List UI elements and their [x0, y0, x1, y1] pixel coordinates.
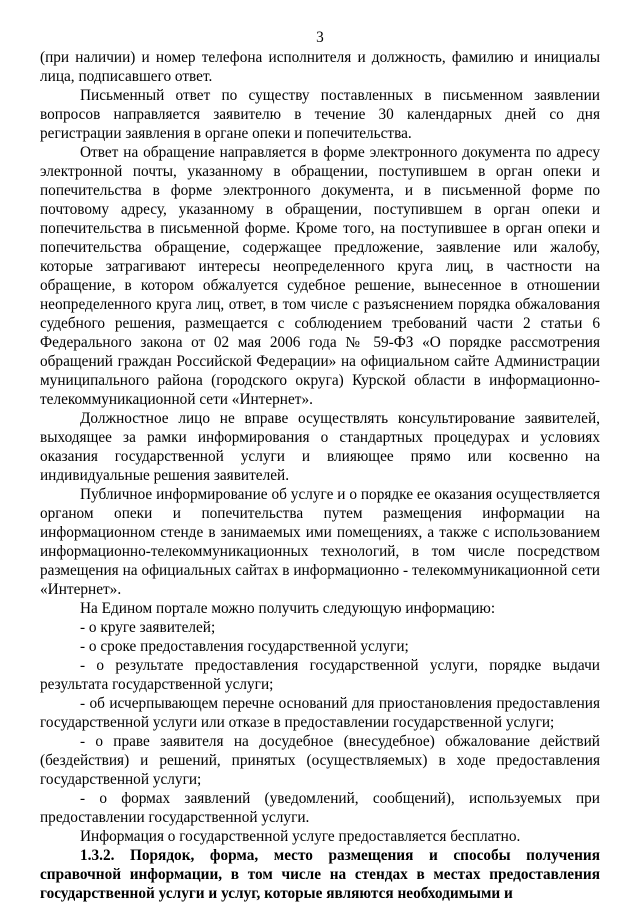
paragraph: Публичное информирование об услуге и о порядке ее оказания осуществляется органом опеки и попечительства путем размещения информации на информационном стенде в занимаемых ими помещениях, а также с использованием информационно-телекоммуникационных технологий, в том числе посредством размещения на официальных сайтах в информационно - телекоммуникационной сети «Интернет». — [40, 486, 600, 598]
list-item: - о формах заявлений (уведомлений, сообщений), используемых при предоставлении государственной услуги. — [40, 790, 600, 826]
paragraph: На Едином портале можно получить следующую информацию: — [80, 600, 496, 617]
paragraph: Письменный ответ по существу поставленных в письменном заявлении вопросов направляется заявителю в течение 30 календарных дней со дня регистрации заявления в органе опеки и попечительства. — [40, 87, 600, 142]
paragraph: Ответ на обращение направляется в форме электронного документа по адресу электронной почты, указанному в обращении, поступившем в орган опеки и попечительства в форме электронного документа, и в письменной форме по почтовому адресу, указанному в обращении, поступившем в орган опеки и попечительства в письменной форме. Кроме того, на поступившее в орган опеки и попечительства обращение, содержащее предложение, заявление или жалобу, которые затрагивают интересы неопределенного круга лиц, в частности на обращение, в котором обжалуется судебное решение, вынесенное в отношении неопределенного круга лиц, ответ, в том числе с разъяснением порядка обжалования судебного решения, размещается с соблюдением требований части 2 статьи 6 Федерального закона от 02 мая 2006 года № 59-ФЗ «О порядке рассмотрения обращений граждан Российской Федерации» на официальном сайте Администрации муниципального района (городского округа) Курской области в информационно-телекоммуникационной сети «Интернет». — [40, 144, 600, 408]
page-number: 3 — [316, 29, 324, 46]
paragraph: Информация о государственной услуге предоставляется бесплатно. — [80, 828, 521, 845]
list-item: - о праве заявителя на досудебное (внесудебное) обжалование действий (бездействия) и решений, принятых (осуществляемых) в ходе предоставления государственной услуги; — [40, 733, 600, 788]
paragraph: Должностное лицо не вправе осуществлять консультирование заявителей, выходящее за рамки информирования о стандартных процедурах и условиях оказания государственной услуги и влияющее прямо или косвенно на индивидуальные решения заявителей. — [40, 410, 600, 484]
list-item: - о круге заявителей; — [80, 619, 216, 636]
list-item: - об исчерпывающем перечне оснований для приостановления предоставления государственной услуги или отказе в предоставлении государственной услуги; — [40, 695, 600, 731]
document-page — [40, 28, 600, 903]
list-item: - о результате предоставления государственной услуги, порядке выдачи результата государственной услуги; — [40, 657, 600, 693]
section-heading: 1.3.2. Порядок, форма, место размещения и способы получения справочной информации, в том числе на стендах в местах предоставления государственной услуги и услуг, которые являются необходимыми и — [40, 847, 600, 902]
paragraph: (при наличии) и номер телефона исполнителя и должность, фамилию и инициалы лица, подписавшего ответ. — [40, 49, 600, 85]
list-item: - о сроке предоставления государственной услуги; — [80, 638, 409, 655]
